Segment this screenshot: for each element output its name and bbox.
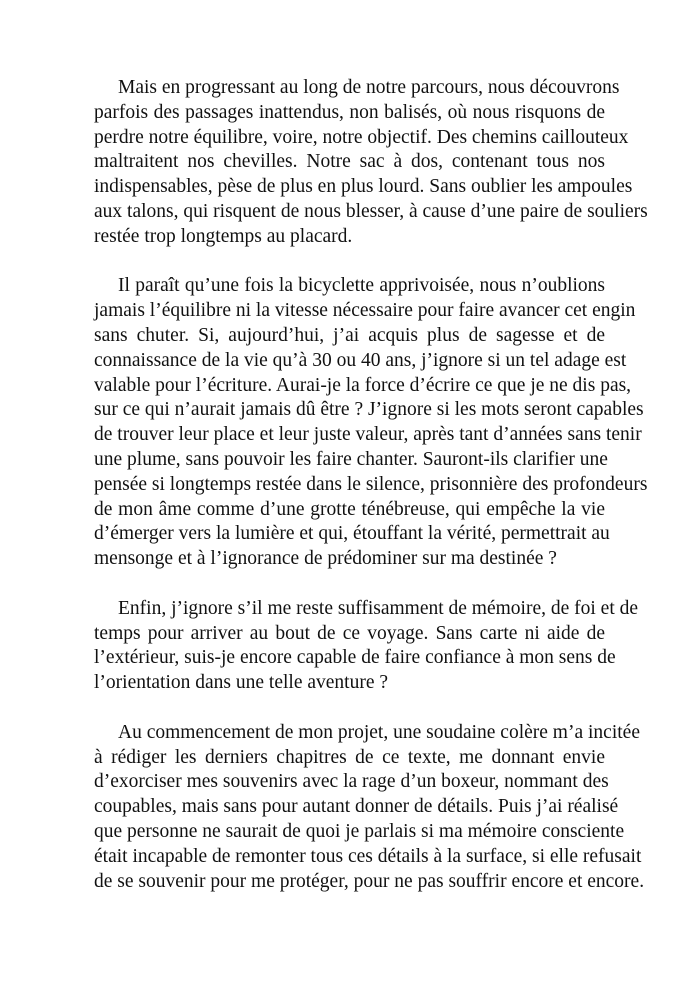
text-line: une plume, sans pouvoir les faire chanter. Sauront-ils clarifier une [94,448,608,470]
text-line: l’orientation dans une telle aventure ? [94,672,389,694]
text-line: jamais l’équilibre ni la vitesse nécessaire pour faire avancer cet engin [94,300,636,322]
text-line: sur ce qui n’aurait jamais dû être ? J’ignore si les mots seront capables [94,399,644,421]
text-line: Il paraît qu’une fois la bicyclette apprivoisée, nous n’oublions [118,275,605,297]
text-line: Au commencement de mon projet, une soudaine colère m’a incitée [118,721,640,743]
text-line: restée trop longtemps au placard. [94,225,353,247]
text-line: aux talons, qui risquent de nous blesser, à cause d’une paire de souliers [94,200,648,222]
text-line: de mon âme comme d’une grotte ténébreuse, qui empêche la vie [94,498,605,520]
text-line: de se souvenir pour me protéger, pour ne pas souffrir encore et encore. [94,870,645,892]
text-line: sans chuter. Si, aujourd’hui, j’ai acquis plus de sagesse et de [94,324,605,346]
text-line: coupables, mais sans pour autant donner de détails. Puis j’ai réalisé [94,796,619,818]
text-line: d’émerger vers la lumière et qui, étouffant la vérité, permettrait au [94,523,610,545]
text-line: indispensables, pèse de plus en plus lourd. Sans oublier les ampoules [94,176,633,198]
text-line: que personne ne saurait de quoi je parlais si ma mémoire consciente [94,820,625,842]
paragraph [94,597,639,696]
paragraph [94,721,645,895]
text-line: valable pour l’écriture. Aurai-je la force d’écrire ce que je ne dis pas, [94,374,632,396]
paragraph [94,76,648,250]
text-line: à rédiger les derniers chapitres de ce texte, me donnant envie [94,746,605,768]
text-line: de trouver leur place et leur juste valeur, après tant d’années sans tenir [94,424,642,446]
text-line: pensée si longtemps restée dans le silence, prisonnière des profondeurs [94,473,648,495]
document-page [94,76,648,919]
text-line: temps pour arriver au bout de ce voyage. Sans carte ni aide de [94,622,605,644]
text-line: d’exorciser mes souvenirs avec la rage d’un boxeur, nommant des [94,771,609,793]
text-line: Mais en progressant au long de notre parcours, nous découvrons [118,77,620,98]
text-line: perdre notre équilibre, voire, notre objectif. Des chemins caillouteux [94,126,629,148]
text-line: mensonge et à l’ignorance de prédominer sur ma destinée ? [94,548,557,570]
text-line: était incapable de remonter tous ces détails à la surface, si elle refusait [94,845,642,867]
text-line: l’extérieur, suis-je encore capable de faire confiance à mon sens de [94,647,616,669]
text-line: parfois des passages inattendus, non balisés, où nous risquons de [94,101,605,123]
text-line: Enfin, j’ignore s’il me reste suffisamment de mémoire, de foi et de [118,597,639,619]
text-line: maltraitent nos chevilles. Notre sac à dos, contenant tous nos [94,151,605,173]
text-line: connaissance de la vie qu’à 30 ou 40 ans, j’ignore si un tel adage est [94,349,627,371]
paragraph [94,274,648,572]
